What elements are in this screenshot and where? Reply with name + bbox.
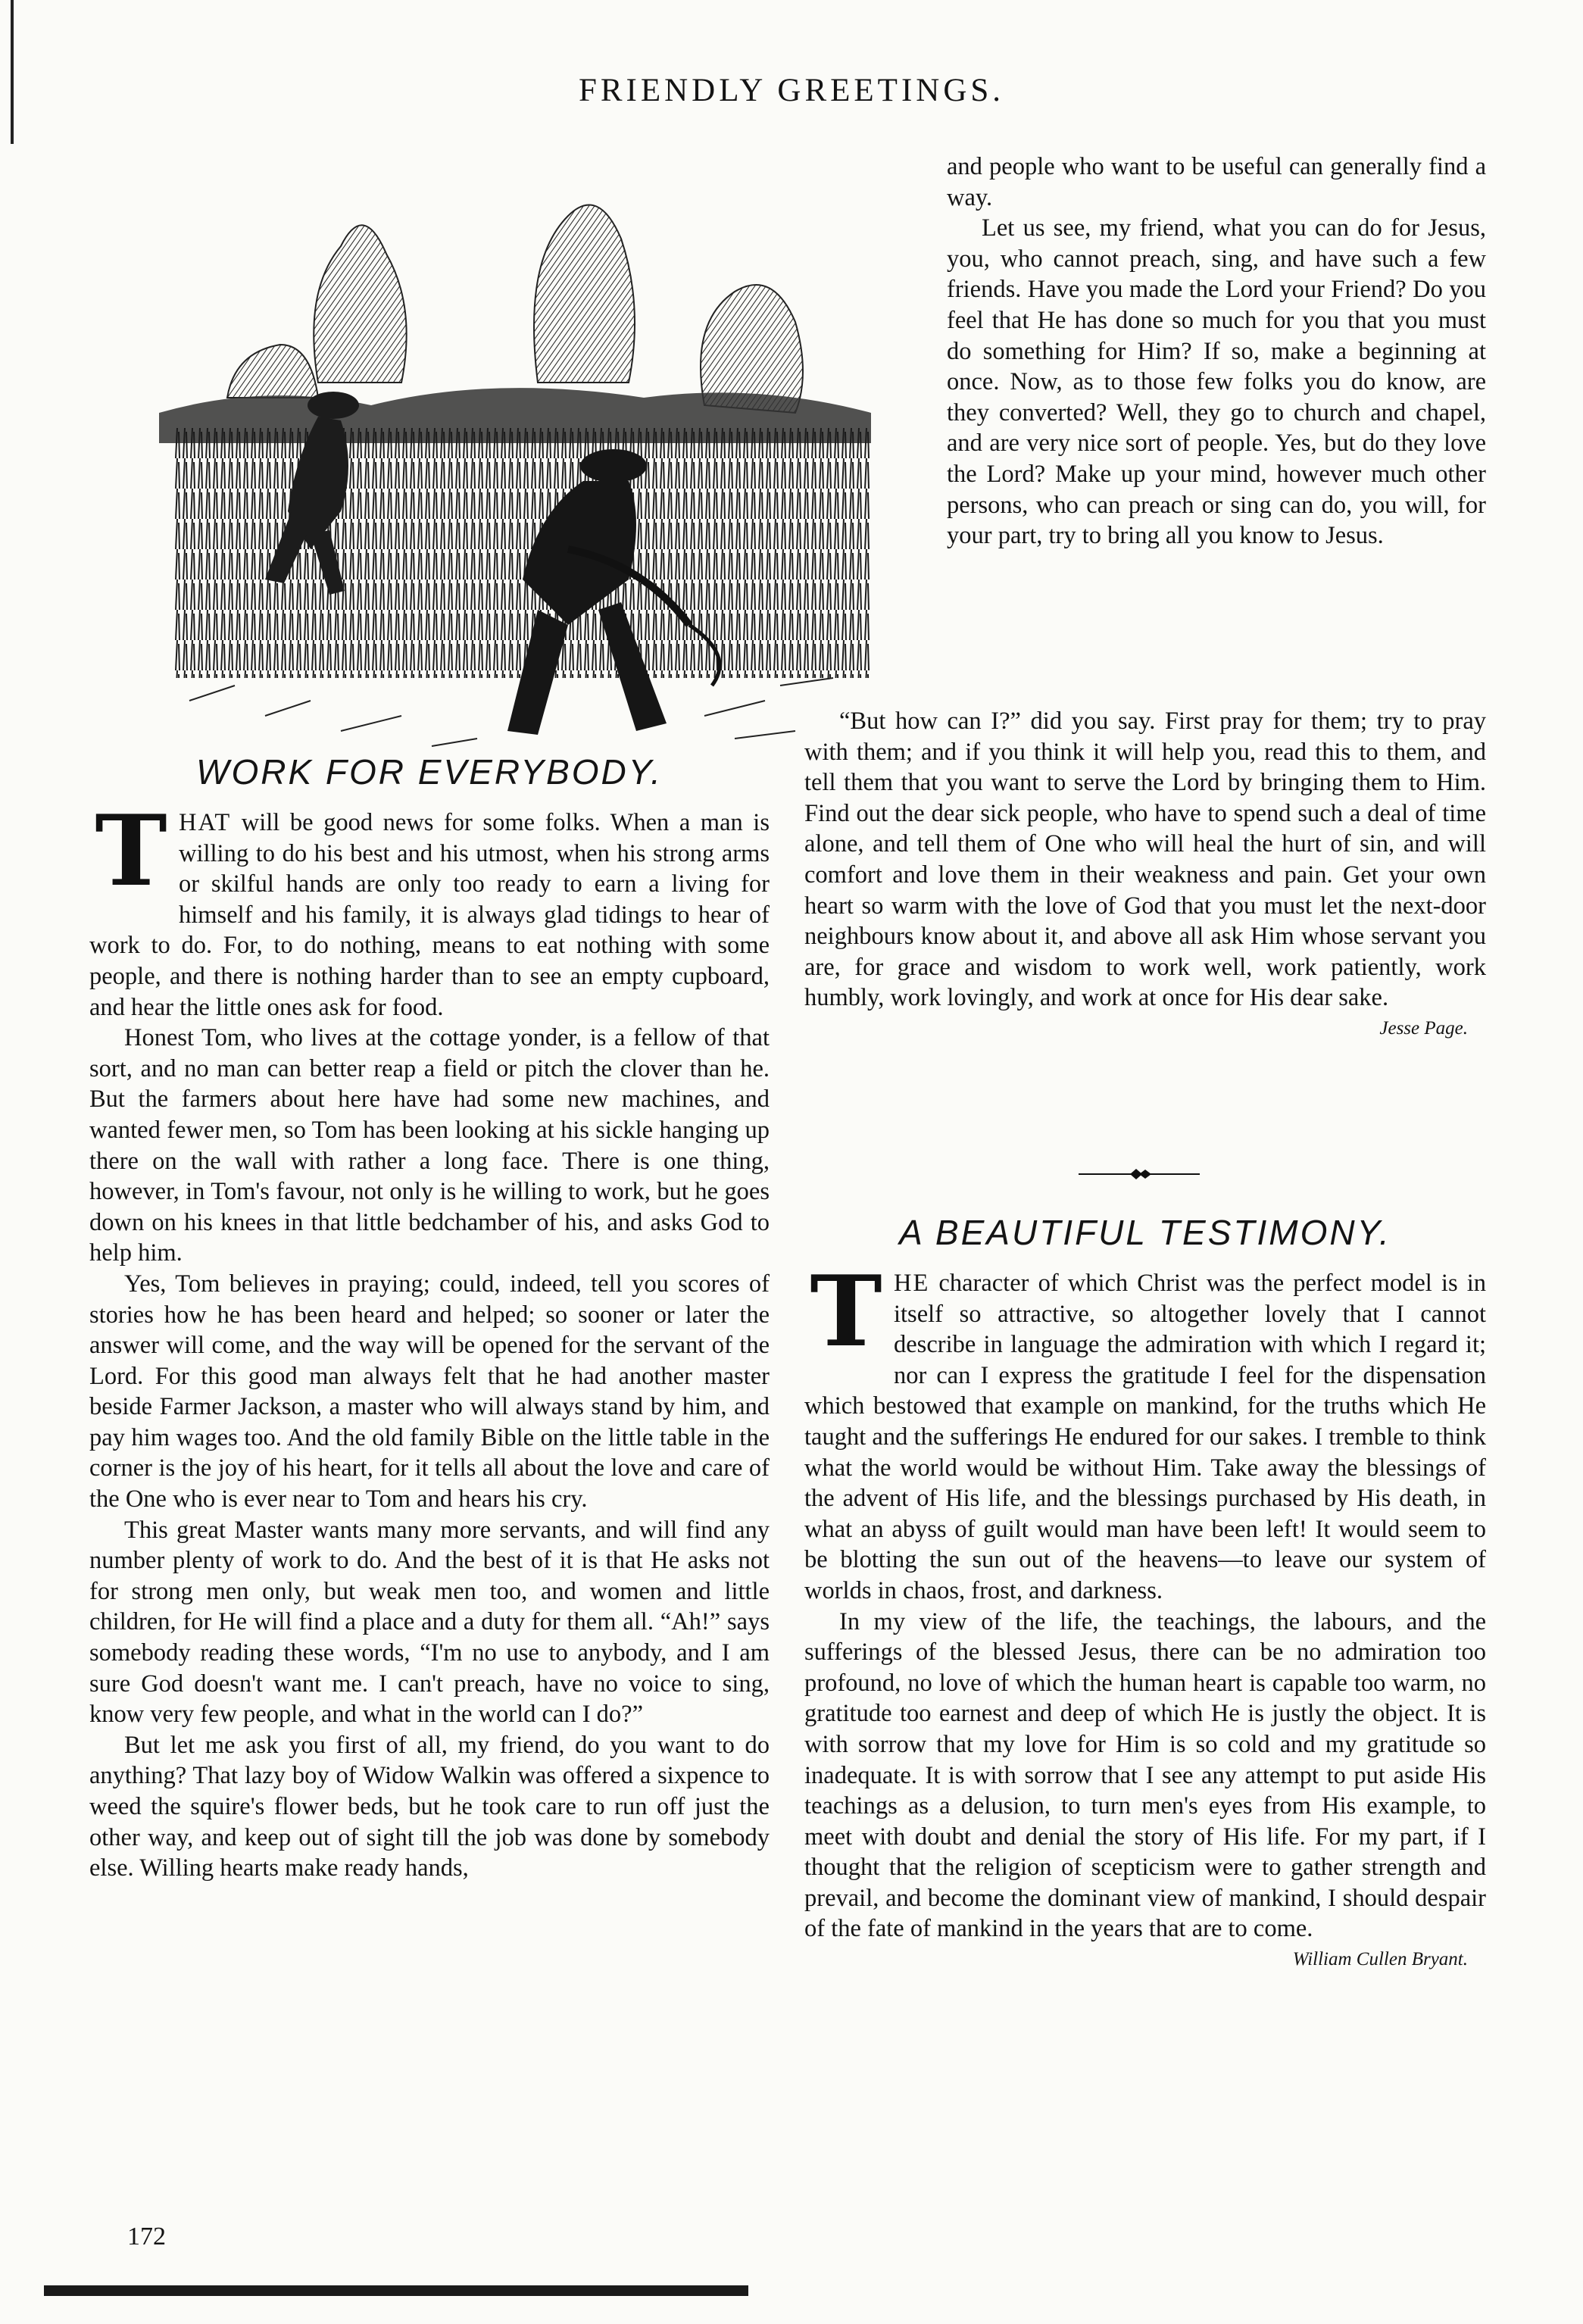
page-header: FRIENDLY GREETINGS. — [578, 73, 1005, 108]
author: Jesse Page. — [1379, 1017, 1468, 1039]
left-margin-rule — [11, 0, 14, 144]
author: William Cullen Bryant. — [1292, 1949, 1468, 1970]
paragraph: But let me ask you first of all, my friend, do you want to do anything? That lazy boy of Widow Walkin was offered a sixpence to weed the squire's flower beds, but he took care to run off just the other way, and keep out of sight till the job was done by somebody else. Willing hearts make ready hands, — [89, 1731, 770, 1882]
paragraph: THAT will be good news for some folks. When a man is willing to do his best and his utmost, when his strong arms or skilful hands are only too ready to earn a living for himself and his family, it is always glad tidings to hear of work to do. For, to do nothing, means to eat nothing with some people, and there is nothing harder than to see an empty cupboard, and hear the little ones ask for food. — [89, 795, 770, 1021]
drop-cap: T — [810, 1255, 882, 1369]
page-number: 172 — [127, 2222, 166, 2251]
bottom-margin-rule — [44, 2285, 748, 2296]
paragraph: This great Master wants many more servants, and will find any number plenty of work to do. And the best of it is that He asks not for strong men only, but weak men too, and women and little children, for He will find a place and a duty for them all. “Ah!” says somebody reading these words, “I'm no use to anybody, and I am sure God doesn't want me. I can't preach, have no voice to sing, know very few people, and what in the world can I do?” — [89, 1516, 770, 1729]
paragraph: Let us see, my friend, what you can do for Jesus, you, who cannot preach, sing, and have such a few friends. Have you made the Lord your Friend? Do you feel that He has done so much for you that you must do something for Him? If so, make a beginning at once. Now, as to those few folks you do know, are they converted? Well, they go to church and chapel, and are very nice sort of people. Yes, but do they love the Lord? Make up your mind, however much other persons, who can preach or sing can do, you will, for your part, try to bring all you know to Jesus. — [947, 214, 1486, 550]
article-continuation-bottom — [804, 706, 1486, 1045]
paragraph: Yes, Tom believes in praying; could, indeed, tell you scores of stories how he has been heard and helped; so sooner or later the answer will come, and the way will be opened for the servant of the Lord. For this good man always felt that he had another master beside Farmer Jackson, a master who will always stand by him, and pay him wages too. And the old family Bible on the little table in the corner is the joy of his heart, for it tells all about the love and care of the One who is ever near to Tom and hears his cry. — [89, 1270, 770, 1513]
article-beautiful-testimony — [804, 1215, 1486, 1976]
paragraph: “But how can I?” did you say. First pray for them; try to pray with them; and if you think it will help you, read this to them, and tell them that you want to serve the Lord by bringing them to Him. Find out the dear sick people, who have to spend such a deal of time alone, and tell them of One who will heal the hurt of sin, and will comfort and love them in their weakness and pain. Get your own heart so warm with the love of God that you must let the next-door neighbours know about it, and above all ask Him whose servant you are, for grace and wisdom to work well, work patiently, work humbly, work lovingly, and work at once for His dear sake. — [804, 708, 1486, 1012]
paragraph: Honest Tom, who lives at the cottage yonder, is a fellow of that sort, and no man can better reap a field or pitch the clover than he. But the farmers about here have had some new machines, and wanted fewer men, so Tom has been looking at his sickle hanging up there on the wall with rather a long face. There is one thing, however, in Tom's favour, not only is he willing to work, but he goes down on his knees in that little bedchamber of his, and asks God to help him. — [89, 1024, 770, 1267]
paragraph: THE character of which Christ was the perfect model is in itself so attractive, so altogether lovely that I cannot describe in language the admiration with which I regard it; nor can I express the gratitude I feel for the dispensation which bestowed that example on mankind, for the truths which He taught and the sufferings He endured for our sakes. I tremble to think what the world would be without Him. Take away the blessings of the advent of His life, and the blessings purchased by His death, in what an abyss of guilt would man have been left! It would seem to be blotting the sun out of the heavens—to leave our system of worlds in chaos, frost, and darkness. — [804, 1255, 1486, 1604]
article-continuation-top — [947, 151, 1486, 551]
section-divider-icon — [1079, 1167, 1200, 1182]
paragraph: and people who want to be useful can generally find a way. — [947, 153, 1486, 211]
article-title: A BEAUTIFUL TESTIMONY. — [899, 1213, 1391, 1252]
lead-word: HE — [894, 1270, 930, 1297]
article-work-for-everybody — [89, 754, 770, 1884]
lead-word: HAT — [179, 809, 232, 836]
article-title: WORK FOR EVERYBODY. — [196, 752, 663, 792]
paragraph: In my view of the life, the teachings, the labours, and the sufferings of the blessed Jesus, there can be no admiration too profound, no love of which the human heart is capable too warm, no gratitude too earnest and deep of which He is justly the object. It is with sorrow that my love for Him is so cold and my gratitude so inadequate. It is with sorrow that I see any attempt to put aside His teachings as a delusion, to turn men's eyes from His example, to meet with doubt and denial the story of His life. For my part, if I thought that the religion of scepticism were to gather strength and prevail, and become the dominant view of mankind, I should despair of the fate of mankind in the years that are to come. — [804, 1607, 1486, 1943]
drop-cap: T — [95, 795, 167, 908]
harvest-reapers-engraving-icon — [114, 155, 939, 761]
